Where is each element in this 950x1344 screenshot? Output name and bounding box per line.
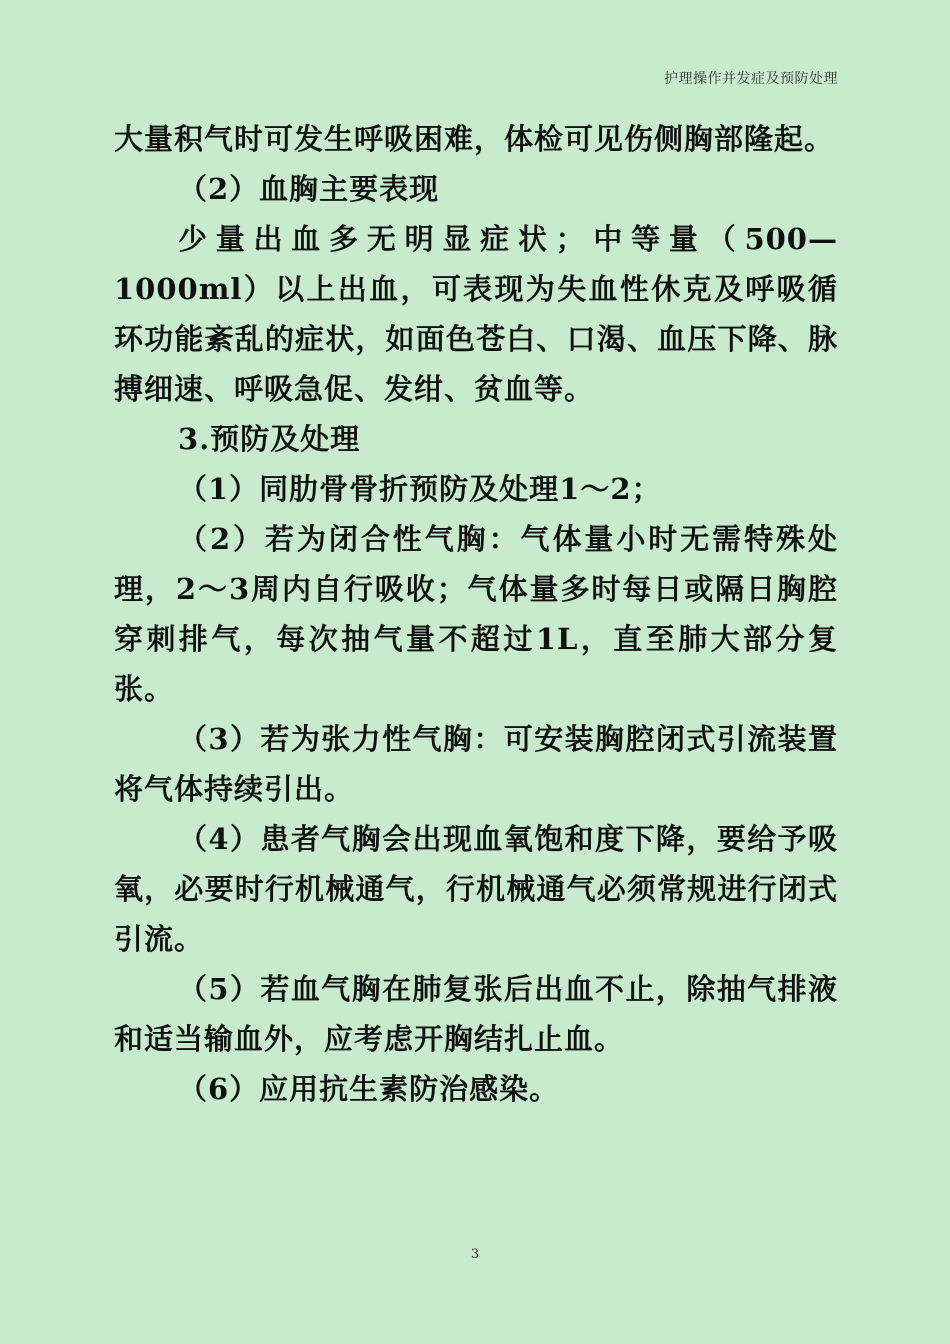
paragraph-5: （1）同肋骨骨折预防及处理1～2； xyxy=(178,472,662,506)
paragraph-2: （2）血胸主要表现 xyxy=(178,172,440,206)
paragraph-1: 大量积气时可发生呼吸困难，体检可见伤侧胸部隆起。 xyxy=(114,122,835,156)
running-header: 护理操作并发症及预防处理 xyxy=(664,71,838,87)
paragraph-3: 少量出血多无明显症状；中等量（500—1000ml）以上出血，可表现为失血性休克及呼吸循环功能紊乱的症状，如面色苍白、口渴、血压下降、脉搏细速、呼吸急促、发绀、贫血等。 xyxy=(114,222,838,406)
paragraph-6: （2）若为闭合性气胸：气体量小时无需特殊处理，2～3周内自行吸收；气体量多时每日或隔日胸腔穿刺排气，每次抽气量不超过1L，直至肺大部分复张。 xyxy=(114,522,838,706)
paragraph-4: 3.预防及处理 xyxy=(178,422,361,456)
paragraph-9: （5）若血气胸在肺复张后出血不止，除抽气排液和适当输血外，应考虑开胸结扎止血。 xyxy=(114,972,838,1056)
page-number: 3 xyxy=(470,1247,480,1262)
document-body xyxy=(114,114,838,1114)
paragraph-8: （4）患者气胸会出现血氧饱和度下降，要给予吸氧，必要时行机械通气，行机械通气必须常规进行闭式引流。 xyxy=(114,822,838,956)
paragraph-10: （6）应用抗生素防治感染。 xyxy=(178,1072,560,1106)
paragraph-7: （3）若为张力性气胸：可安装胸腔闭式引流装置将气体持续引出。 xyxy=(114,722,838,806)
